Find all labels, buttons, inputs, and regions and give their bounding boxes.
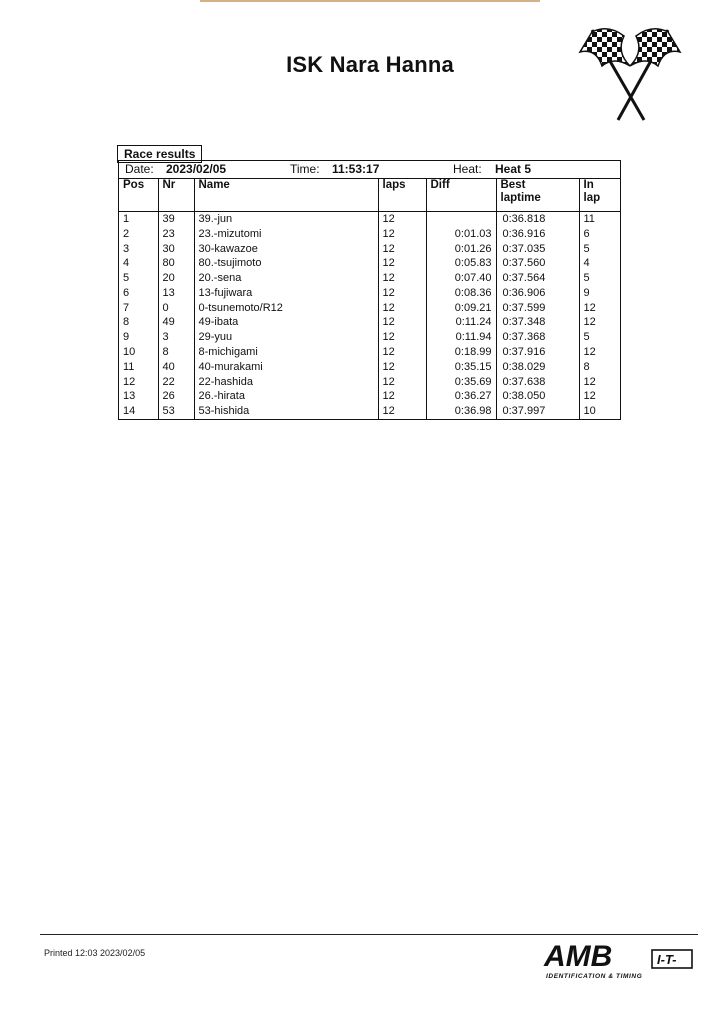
cell-diff: 0:11.94 bbox=[426, 330, 496, 345]
cell-best-laptime: 0:36.818 bbox=[496, 212, 579, 227]
cell-diff: 0:35.69 bbox=[426, 375, 496, 390]
cell-name: 13-fujiwara bbox=[194, 286, 378, 301]
cell-nr: 23 bbox=[158, 227, 194, 242]
cell-laps: 12 bbox=[378, 330, 426, 345]
cell-name: 23.-mizutomi bbox=[194, 227, 378, 242]
cell-pos: 4 bbox=[123, 257, 130, 270]
table-row bbox=[119, 404, 620, 419]
table-row bbox=[119, 256, 620, 271]
cell-best-laptime: 0:36.916 bbox=[496, 227, 579, 242]
cell-diff: 0:05.83 bbox=[426, 256, 496, 271]
cell-diff: 0:11.24 bbox=[426, 315, 496, 330]
col-header-in-line2: lap bbox=[583, 192, 601, 204]
cell-pos: 1 bbox=[123, 213, 130, 225]
table-row bbox=[119, 212, 620, 227]
table-row bbox=[119, 242, 620, 257]
cell-in-lap: 5 bbox=[579, 271, 620, 286]
cell-best-laptime: 0:37.368 bbox=[496, 330, 579, 345]
cell-laps: 12 bbox=[378, 375, 426, 390]
cell-pos: 10 bbox=[123, 346, 136, 359]
table-row bbox=[119, 286, 620, 301]
table-row bbox=[119, 330, 620, 345]
cell-best-laptime: 0:37.599 bbox=[496, 301, 579, 316]
time-label: Time: bbox=[290, 162, 320, 176]
cell-pos: 12 bbox=[123, 375, 136, 388]
col-header-in-lap bbox=[579, 179, 620, 212]
cell-nr: 20 bbox=[158, 271, 194, 286]
cell-in-lap: 9 bbox=[579, 286, 620, 301]
heat-value: Heat 5 bbox=[495, 162, 532, 176]
cell-nr: 22 bbox=[158, 375, 194, 390]
cell-in-lap: 8 bbox=[579, 360, 620, 375]
table-row bbox=[119, 301, 620, 316]
col-header-in-line1: In bbox=[583, 179, 594, 191]
cell-name: 53-hishida bbox=[194, 404, 378, 419]
cell-diff: 0:08.36 bbox=[426, 286, 496, 301]
cell-in-lap: 12 bbox=[579, 375, 620, 390]
printed-timestamp: Printed 12:03 2023/02/05 bbox=[44, 948, 146, 958]
table-row bbox=[119, 315, 620, 330]
cell-laps: 12 bbox=[378, 227, 426, 242]
cell-best-laptime: 0:36.906 bbox=[496, 286, 579, 301]
logo-tagline: IDENTIFICATION & TIMING bbox=[546, 973, 643, 980]
cell-pos: 14 bbox=[123, 405, 136, 418]
cell-in-lap: 6 bbox=[579, 227, 620, 242]
cell-pos: 7 bbox=[123, 301, 130, 314]
cell-in-lap: 4 bbox=[579, 256, 620, 271]
results-table bbox=[119, 179, 620, 419]
cell-laps: 12 bbox=[378, 256, 426, 271]
cell-in-lap: 12 bbox=[579, 315, 620, 330]
cell-laps: 12 bbox=[378, 242, 426, 257]
cell-nr: 3 bbox=[158, 330, 194, 345]
col-header-name: Name bbox=[194, 179, 378, 212]
cell-diff: 0:35.15 bbox=[426, 360, 496, 375]
cell-name: 0-tsunemoto/R12 bbox=[194, 301, 378, 316]
cell-best-laptime: 0:37.997 bbox=[496, 404, 579, 419]
cell-pos: 2 bbox=[123, 227, 130, 240]
cell-name: 39.-jun bbox=[194, 212, 378, 227]
cell-pos: 9 bbox=[123, 331, 130, 344]
cell-best-laptime: 0:37.916 bbox=[496, 345, 579, 360]
cell-nr: 26 bbox=[158, 389, 194, 404]
col-header-best-line2: laptime bbox=[500, 192, 541, 204]
column-header-row bbox=[119, 179, 620, 212]
crossed-checkered-flags-icon bbox=[572, 22, 686, 124]
cell-name: 80.-tsujimoto bbox=[194, 256, 378, 271]
cell-diff bbox=[426, 212, 496, 227]
cell-best-laptime: 0:37.564 bbox=[496, 271, 579, 286]
top-edge-line bbox=[200, 0, 540, 2]
cell-pos: 11 bbox=[123, 360, 135, 373]
cell-diff: 0:01.03 bbox=[426, 227, 496, 242]
table-row bbox=[119, 345, 620, 360]
logo-main-text: AMB bbox=[544, 940, 613, 973]
cell-laps: 12 bbox=[378, 301, 426, 316]
cell-in-lap: 12 bbox=[579, 301, 620, 316]
col-header-diff: Diff bbox=[426, 179, 496, 212]
cell-best-laptime: 0:37.638 bbox=[496, 375, 579, 390]
cell-laps: 12 bbox=[378, 315, 426, 330]
cell-nr: 53 bbox=[158, 404, 194, 419]
cell-laps: 12 bbox=[378, 389, 426, 404]
cell-pos: 3 bbox=[123, 242, 130, 255]
race-meta-row bbox=[119, 161, 620, 179]
cell-name: 8-michigami bbox=[194, 345, 378, 360]
cell-in-lap: 10 bbox=[579, 404, 620, 419]
cell-nr: 80 bbox=[158, 256, 194, 271]
cell-in-lap: 11 bbox=[579, 212, 620, 227]
date-value: 2023/02/05 bbox=[166, 162, 227, 176]
heat-label: Heat: bbox=[453, 162, 482, 176]
cell-nr: 30 bbox=[158, 242, 194, 257]
cell-diff: 0:01.26 bbox=[426, 242, 496, 257]
table-row bbox=[119, 271, 620, 286]
cell-laps: 12 bbox=[378, 404, 426, 419]
cell-in-lap: 12 bbox=[579, 389, 620, 404]
table-row bbox=[119, 227, 620, 242]
time-value: 11:53:17 bbox=[332, 162, 380, 176]
cell-laps: 12 bbox=[378, 360, 426, 375]
cell-in-lap: 5 bbox=[579, 330, 620, 345]
cell-name: 30-kawazoe bbox=[194, 242, 378, 257]
cell-laps: 12 bbox=[378, 271, 426, 286]
cell-name: 49-ibata bbox=[194, 315, 378, 330]
col-header-best-laptime bbox=[496, 179, 579, 212]
col-header-laps: laps bbox=[378, 179, 426, 212]
cell-pos: 13 bbox=[123, 390, 136, 403]
cell-diff: 0:36.98 bbox=[426, 404, 496, 419]
cell-nr: 40 bbox=[158, 360, 194, 375]
col-header-pos: Pos bbox=[119, 179, 158, 212]
cell-best-laptime: 0:37.560 bbox=[496, 256, 579, 271]
cell-diff: 0:36.27 bbox=[426, 389, 496, 404]
cell-in-lap: 5 bbox=[579, 242, 620, 257]
cell-best-laptime: 0:38.029 bbox=[496, 360, 579, 375]
page-title: ISK Nara Hanna bbox=[286, 52, 454, 77]
cell-laps: 12 bbox=[378, 286, 426, 301]
cell-name: 29-yuu bbox=[194, 330, 378, 345]
cell-name: 26.-hirata bbox=[194, 389, 378, 404]
cell-diff: 0:18.99 bbox=[426, 345, 496, 360]
date-label: Date: bbox=[125, 162, 154, 176]
cell-nr: 0 bbox=[158, 301, 194, 316]
footer-divider bbox=[40, 934, 698, 935]
cell-pos: 6 bbox=[123, 286, 130, 299]
cell-pos: 8 bbox=[123, 316, 130, 329]
cell-pos: 5 bbox=[123, 272, 130, 285]
logo-badge-text: I-T- bbox=[657, 952, 677, 967]
col-header-nr: Nr bbox=[158, 179, 194, 212]
race-results-table-box bbox=[118, 160, 621, 420]
cell-name: 40-murakami bbox=[194, 360, 378, 375]
cell-best-laptime: 0:37.348 bbox=[496, 315, 579, 330]
cell-nr: 49 bbox=[158, 315, 194, 330]
amb-it-logo bbox=[542, 936, 694, 982]
cell-laps: 12 bbox=[378, 345, 426, 360]
cell-in-lap: 12 bbox=[579, 345, 620, 360]
cell-name: 22-hashida bbox=[194, 375, 378, 390]
cell-best-laptime: 0:37.035 bbox=[496, 242, 579, 257]
table-row bbox=[119, 375, 620, 390]
race-results-label: Race results bbox=[117, 145, 202, 163]
cell-diff: 0:07.40 bbox=[426, 271, 496, 286]
table-row bbox=[119, 389, 620, 404]
cell-laps: 12 bbox=[378, 212, 426, 227]
cell-best-laptime: 0:38.050 bbox=[496, 389, 579, 404]
cell-name: 20.-sena bbox=[194, 271, 378, 286]
cell-nr: 8 bbox=[158, 345, 194, 360]
cell-nr: 39 bbox=[158, 212, 194, 227]
cell-diff: 0:09.21 bbox=[426, 301, 496, 316]
table-row bbox=[119, 360, 620, 375]
col-header-best-line1: Best bbox=[500, 179, 526, 191]
cell-nr: 13 bbox=[158, 286, 194, 301]
